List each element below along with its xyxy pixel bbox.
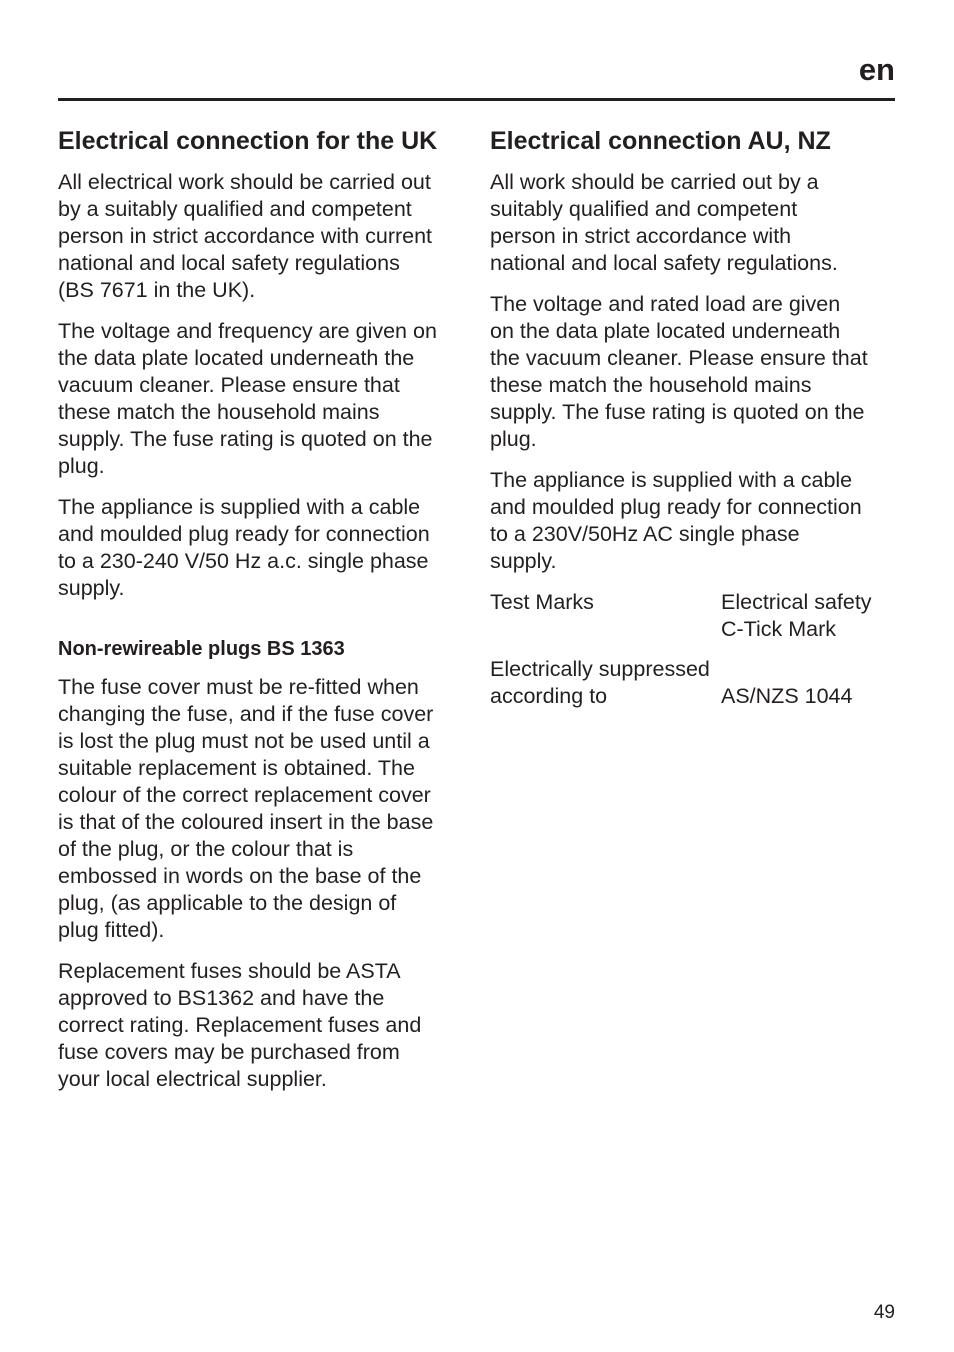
- uk-paragraph-4: The fuse cover must be re-fitted when changing the fuse, and if the fuse cover is lost the plug must not be used until a suitable replacement is obtained. The colour of the correct replacement cover is that of the coloured insert in the base of the plug, or the colour that is embossed in words on the base of the plug, (as applicable to the design of plug fitted).: [58, 675, 434, 942]
- page-number: 49: [873, 1302, 895, 1323]
- uk-heading: Electrical connection for the UK: [58, 127, 438, 155]
- aunz-paragraph-3: The appliance is supplied with a cable and moulded plug ready for connection to a 230V/50Hz AC single phase supply.: [490, 468, 862, 573]
- left-column: [58, 124, 470, 1107]
- uk-paragraph-1: All electrical work should be carried out by a suitably qualified and competent person in strict accordance with current national and local safety regulations (BS 7671 in the UK).: [58, 170, 433, 302]
- uk-paragraph-3: The appliance is supplied with a cable and moulded plug ready for connection to a 230-240 V/50 Hz a.c. single phase supply.: [58, 495, 430, 600]
- aunz-heading: Electrical connection AU, NZ: [490, 127, 831, 155]
- aunz-paragraph-2: The voltage and rated load are given on the data plate located underneath the vacuum cleaner. Please ensure that these match the household mains supply. The fuse rating is quoted on the plug.: [490, 292, 868, 451]
- language-tag: en: [858, 52, 895, 87]
- spec-row-test-marks: [490, 589, 900, 643]
- spec-label-suppression: Electrically suppressed according to: [490, 657, 710, 708]
- header-rule: [58, 98, 895, 101]
- plugs-subheading: Non-rewireable plugs BS 1363: [58, 638, 345, 660]
- right-column: [490, 124, 900, 723]
- spec-value-test-marks: Electrical safety C-Tick Mark: [721, 590, 872, 641]
- uk-paragraph-2: The voltage and frequency are given on the data plate located underneath the vacuum cleaner. Please ensure that these match the household mains supply. The fuse rating is quoted on the plug.: [58, 319, 437, 478]
- aunz-paragraph-1: All work should be carried out by a suitably qualified and competent person in strict accordance with national and local safety regulations.: [490, 170, 838, 275]
- spec-row-suppression: [490, 656, 900, 710]
- spec-value-suppression: AS/NZS 1044: [721, 684, 853, 708]
- uk-paragraph-5: Replacement fuses should be ASTA approved to BS1362 and have the correct rating. Replacement fuses and fuse covers may be purchased from your local electrical supplier.: [58, 959, 422, 1091]
- spec-label-test-marks: Test Marks: [490, 590, 594, 614]
